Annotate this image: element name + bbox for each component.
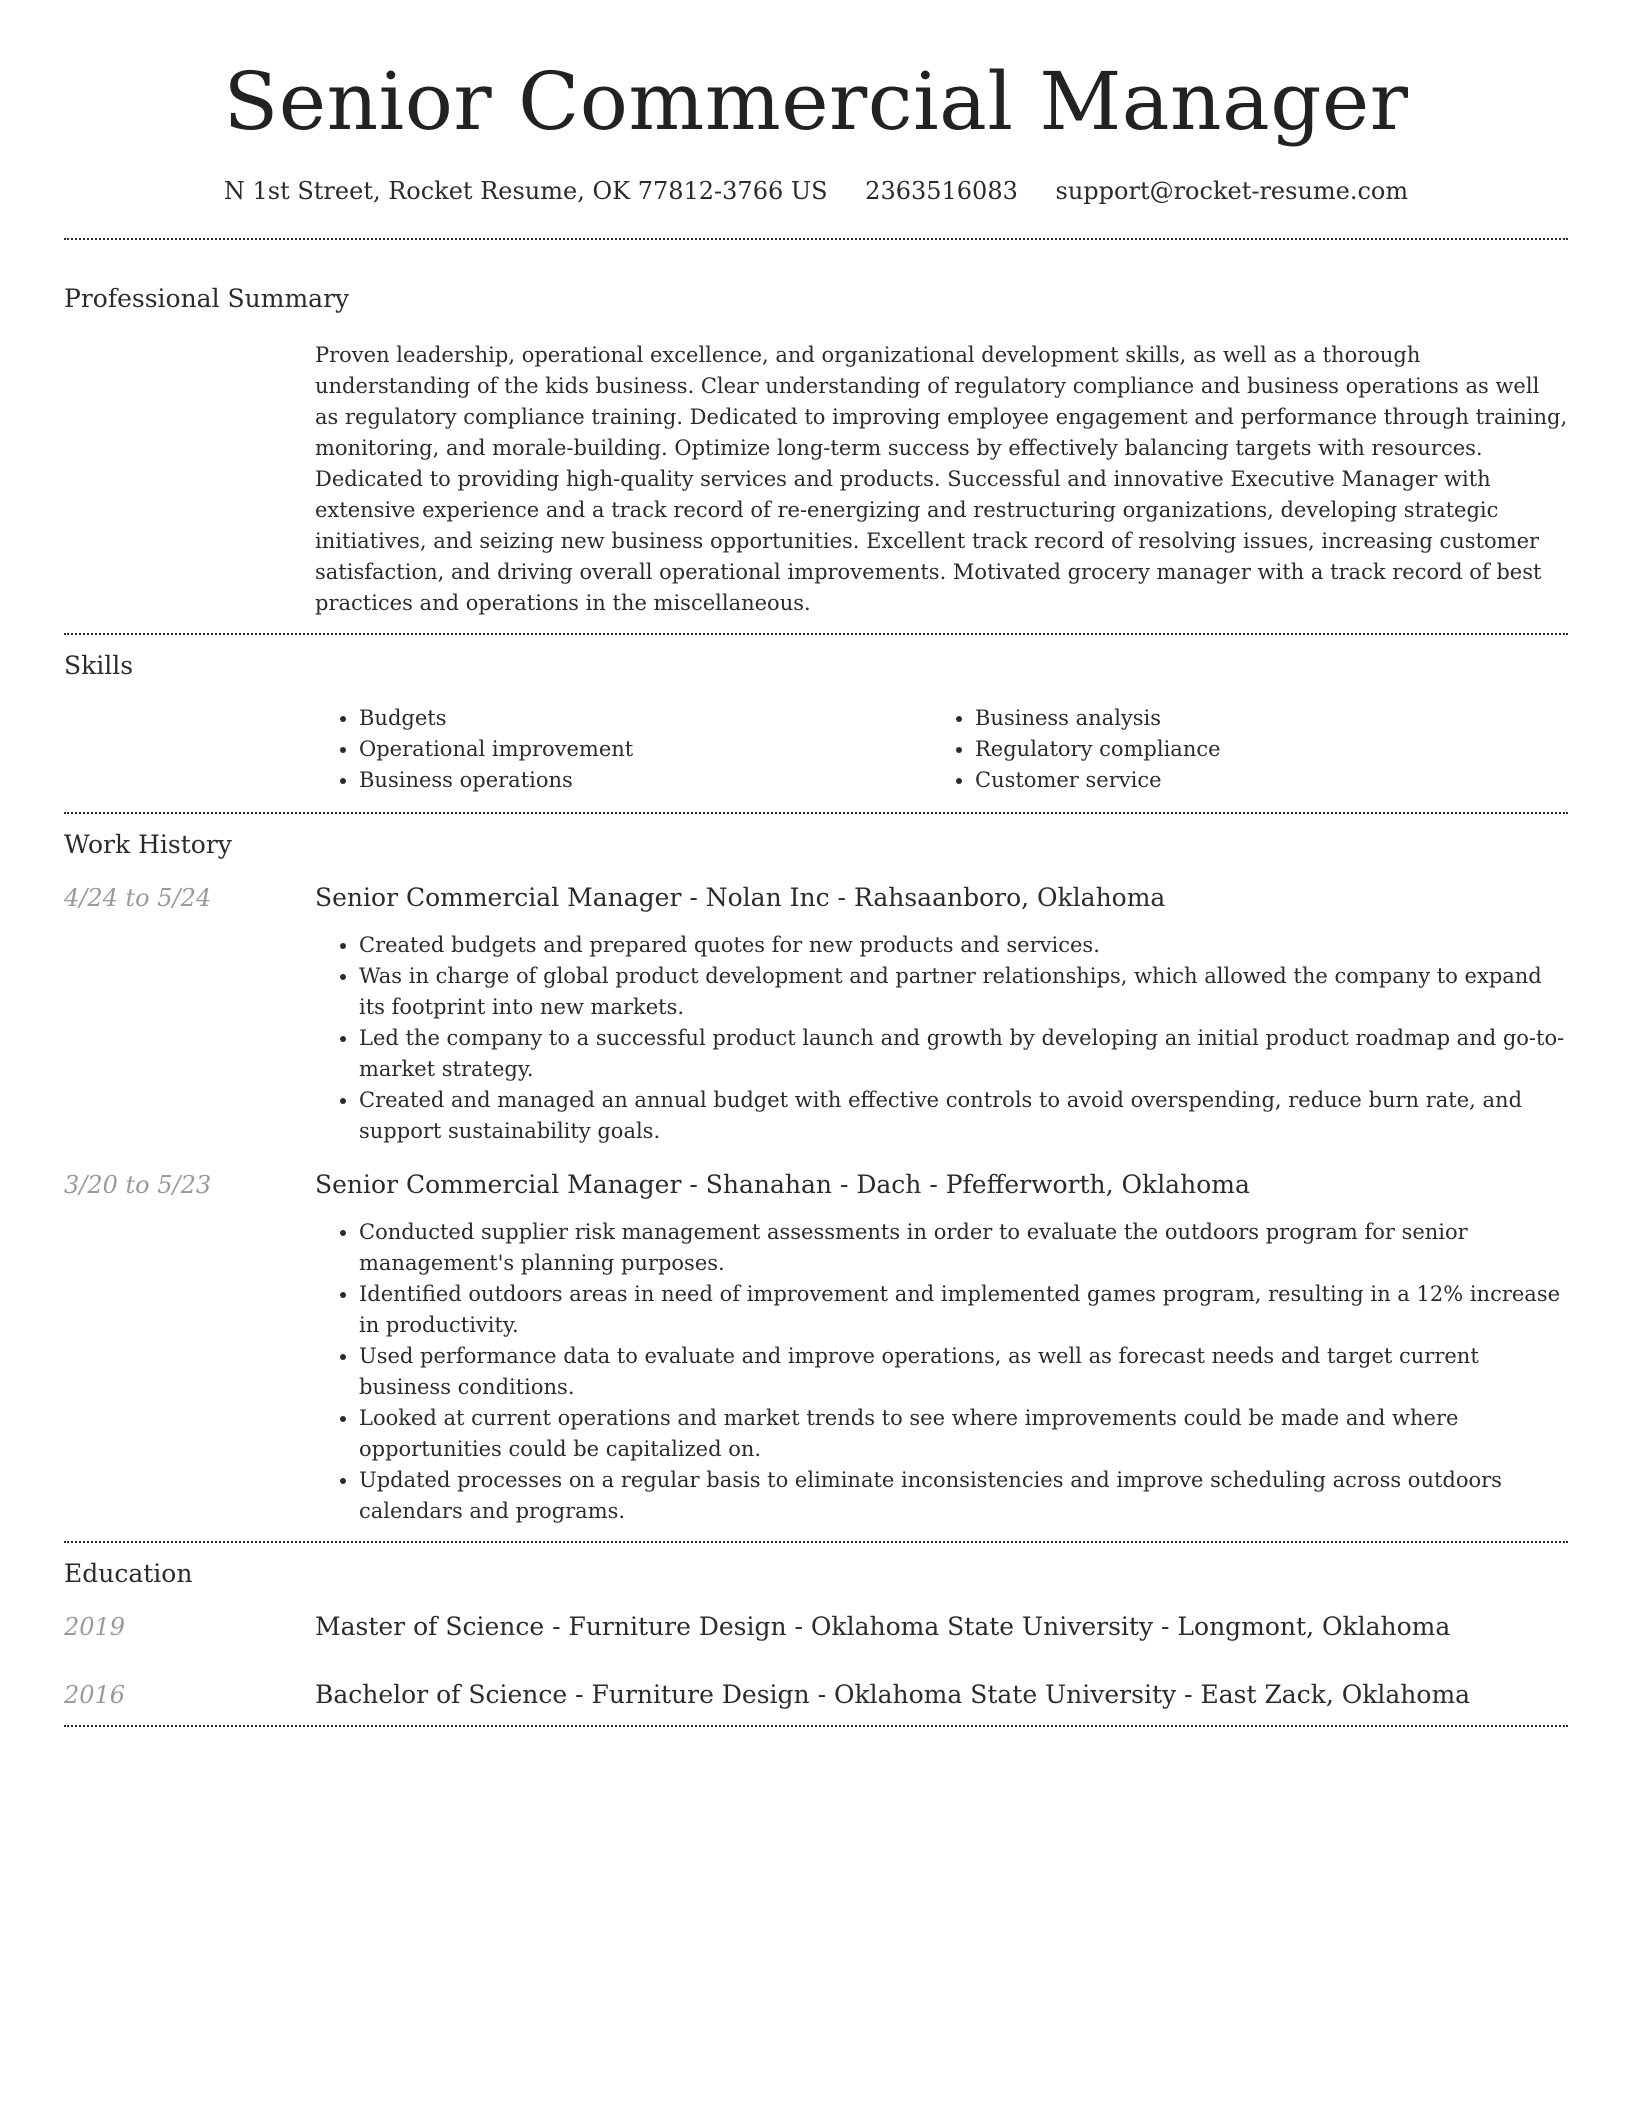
work-history-title: Work History xyxy=(64,830,232,859)
work-history-section xyxy=(64,830,1568,1541)
education-section xyxy=(64,1559,1568,1725)
education-entry xyxy=(64,1679,1568,1725)
skill-item: • Business operations xyxy=(359,765,931,796)
job-bullet: • Created budgets and prepared quotes for new products and services. xyxy=(359,930,1568,961)
summary-section xyxy=(64,284,1568,633)
skills-title: Skills xyxy=(64,651,134,680)
job-heading: Senior Commercial Manager - Shanahan - Dach - Pfefferworth, Oklahoma xyxy=(315,1170,1250,1199)
summary-text: Proven leadership, operational excellence, and organizational development skills, as well as a thorough understanding of the kids business. Clear understanding of regulatory compliance and business operations as well as regulatory compliance training. Dedicated to improving employee engagement and performance through training, monitoring, and morale-building. Optimize long-term success by effectively balancing targets with resources. Dedicated to providing high-quality services and products. Successful and innovative Executive Manager with extensive experience and a track record of re-energizing and restructuring organizations, developing strategic initiatives, and seizing new business opportunities. Excellent track record of resolving issues, increasing customer satisfaction, and driving overall operational improvements. Motivated grocery manager with a track record of best practices and operations in the miscellaneous. xyxy=(315,343,1568,615)
section-divider xyxy=(64,1541,1568,1543)
job-entry xyxy=(64,882,1568,914)
skill-item: • Operational improvement xyxy=(359,734,931,765)
summary-title: Professional Summary xyxy=(64,284,350,313)
job-bullet: • Created and managed an annual budget with effective controls to avoid overspending, reduce burn rate, and support sustainability goals. xyxy=(359,1085,1568,1147)
resume-name: Senior Commercial Manager xyxy=(223,55,1409,148)
section-divider xyxy=(64,633,1568,635)
job-bullets xyxy=(315,1201,1568,1541)
job-dates: 4/24 to 5/24 xyxy=(64,884,212,912)
job-dates: 3/20 to 5/23 xyxy=(64,1171,212,1199)
skills-column-right xyxy=(931,703,1547,796)
education-heading: Bachelor of Science - Furniture Design - Oklahoma State University - East Zack, Oklahoma xyxy=(315,1680,1471,1709)
section-divider xyxy=(64,812,1568,814)
skill-item: • Customer service xyxy=(975,765,1547,796)
contact-email: support@rocket-resume.com xyxy=(1055,177,1409,205)
job-bullet: • Updated processes on a regular basis to eliminate inconsistencies and improve scheduling across outdoors calendars and programs. xyxy=(359,1465,1568,1527)
contact-line xyxy=(64,176,1568,206)
job-bullet: • Was in charge of global product development and partner relationships, which allowed the company to expand its footprint into new markets. xyxy=(359,961,1568,1023)
job-bullet: • Used performance data to evaluate and improve operations, as well as forecast needs and target current business conditions. xyxy=(359,1341,1568,1403)
job-heading: Senior Commercial Manager - Nolan Inc - Rahsaanboro, Oklahoma xyxy=(315,883,1166,912)
section-divider xyxy=(64,1725,1568,1727)
contact-address: N 1st Street, Rocket Resume, OK 77812-3766 US xyxy=(223,177,828,205)
job-entry xyxy=(64,1169,1568,1201)
education-entry xyxy=(64,1611,1568,1643)
job-bullet: • Identified outdoors areas in need of improvement and implemented games program, resulting in a 12% increase in productivity. xyxy=(359,1279,1568,1341)
summary-content xyxy=(315,314,1568,633)
skill-item: • Regulatory compliance xyxy=(975,734,1547,765)
education-title: Education xyxy=(64,1559,193,1588)
contact-phone: 2363516083 xyxy=(865,177,1018,205)
skills-section xyxy=(64,651,1568,812)
job-bullet: • Led the company to a successful product launch and growth by developing an initial product roadmap and go-to-market strategy. xyxy=(359,1023,1568,1085)
skill-item: • Business analysis xyxy=(975,703,1547,734)
education-heading: Master of Science - Furniture Design - Oklahoma State University - Longmont, Oklahoma xyxy=(315,1612,1451,1641)
skill-item: • Budgets xyxy=(359,703,931,734)
skills-column-left xyxy=(315,703,931,796)
skills-grid xyxy=(315,681,1568,812)
job-bullets xyxy=(315,914,1568,1147)
job-bullet: • Conducted supplier risk management assessments in order to evaluate the outdoors program for senior management's planning purposes. xyxy=(359,1217,1568,1279)
job-bullet: • Looked at current operations and market trends to see where improvements could be made and where opportunities could be capitalized on. xyxy=(359,1403,1568,1465)
education-year: 2016 xyxy=(64,1681,126,1709)
section-divider xyxy=(64,238,1568,240)
education-year: 2019 xyxy=(64,1613,126,1641)
